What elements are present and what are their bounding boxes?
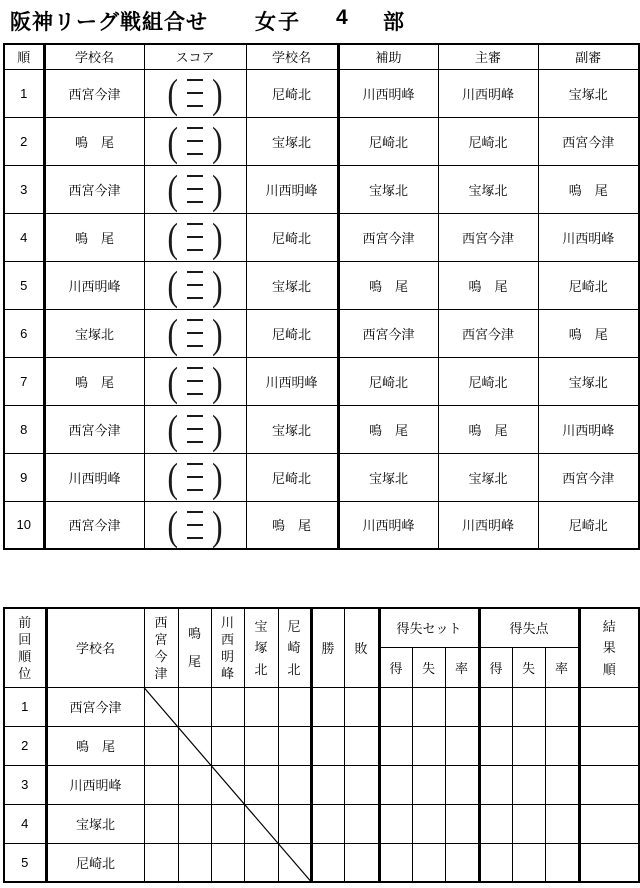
match-number-cell: 1: [4, 69, 44, 117]
sets-ratio-cell: [445, 726, 479, 765]
matchup-result-cell: [244, 804, 278, 843]
sub-referee-cell: 西宮今津: [538, 453, 639, 501]
losses-cell: [344, 687, 379, 726]
group-header-points: 得失点: [479, 608, 579, 647]
assistant-cell: 鳴 尾: [338, 405, 438, 453]
score-cell: [144, 213, 246, 261]
match-row: [4, 69, 639, 117]
sub-header-points-won: 得: [479, 647, 512, 687]
matchup-result-cell: [278, 687, 311, 726]
sub-referee-cell: 尼崎北: [538, 261, 639, 309]
school-name-cell: 宝塚北: [46, 804, 144, 843]
points-ratio-cell: [545, 726, 579, 765]
sub-referee-cell: 尼崎北: [538, 501, 639, 549]
sets-ratio-cell: [445, 765, 479, 804]
final-rank-cell: [579, 843, 639, 882]
away-school-cell: 尼崎北: [246, 309, 338, 357]
score-dash: [187, 223, 203, 225]
score-dash: [187, 428, 203, 430]
home-school-cell: 川西明峰: [44, 453, 144, 501]
col-header-final-rank: [579, 608, 639, 687]
match-number-cell: 2: [4, 117, 44, 165]
col-header-prev-rank: [4, 608, 46, 687]
opponent-vertical-label: 鳴 尾: [187, 626, 201, 670]
opponent-vertical-label: 宝 塚 北: [254, 619, 268, 677]
score-dash: [187, 127, 203, 129]
wins-cell: [311, 726, 344, 765]
school-name-cell: 鳴 尾: [46, 726, 144, 765]
points-lost-cell: [512, 804, 545, 843]
matchup-result-cell: [211, 726, 244, 765]
prev-rank-cell: 4: [4, 804, 46, 843]
assistant-cell: 鳴 尾: [338, 261, 438, 309]
home-school-cell: 西宮今津: [44, 69, 144, 117]
sub-header-sets-ratio: 率: [445, 647, 479, 687]
score-cell: [144, 501, 246, 549]
opponent-vertical-label: 尼 崎 北: [287, 619, 301, 677]
col-header-sub-referee: 副審: [538, 44, 639, 69]
score-cell: [144, 165, 246, 213]
sets-won-cell: [379, 843, 412, 882]
matchup-result-cell: [244, 765, 278, 804]
losses-cell: [344, 804, 379, 843]
points-ratio-cell: [545, 687, 579, 726]
points-won-cell: [479, 843, 512, 882]
score-dash: [187, 367, 203, 369]
col-header-opponent-naruo: [178, 608, 211, 687]
wins-cell: [311, 804, 344, 843]
score-bracket: [145, 501, 246, 549]
matchup-result-cell: [144, 687, 178, 726]
matchup-result-cell: [278, 726, 311, 765]
score-dash-lines: [187, 223, 203, 251]
assistant-cell: 尼崎北: [338, 357, 438, 405]
gender-label: 女子: [255, 11, 301, 34]
score-dash: [187, 415, 203, 417]
standings-header-row: [4, 608, 639, 647]
chief-referee-cell: 尼崎北: [438, 117, 538, 165]
col-header-score: スコア: [144, 44, 246, 69]
chief-referee-cell: 宝塚北: [438, 165, 538, 213]
matchup-result-cell: [244, 726, 278, 765]
col-header-school-name: 学校名: [46, 608, 144, 687]
wins-cell: [311, 843, 344, 882]
sub-referee-cell: 川西明峰: [538, 405, 639, 453]
col-header-match-no: 順: [4, 44, 44, 69]
score-dash: [187, 537, 203, 539]
score-bracket: [145, 357, 246, 405]
sets-lost-cell: [412, 804, 445, 843]
wins-cell: [311, 687, 344, 726]
standings-row: [4, 843, 639, 882]
match-number-cell: 4: [4, 213, 44, 261]
standings-row: [4, 726, 639, 765]
score-dash: [187, 140, 203, 142]
away-school-cell: 鳴 尾: [246, 501, 338, 549]
score-dash: [187, 319, 203, 321]
match-row: [4, 405, 639, 453]
chief-referee-cell: 川西明峰: [438, 501, 538, 549]
match-number-cell: 10: [4, 501, 44, 549]
score-close-bracket: ): [212, 165, 223, 213]
matchup-result-cell: [178, 804, 211, 843]
group-header-sets: 得失セット: [379, 608, 479, 647]
match-row: [4, 309, 639, 357]
matchup-result-cell: [278, 765, 311, 804]
col-header-home-school: 学校名: [44, 44, 144, 69]
school-name-cell: 西宮今津: [46, 687, 144, 726]
score-dash-lines: [187, 319, 203, 347]
score-bracket: [145, 405, 246, 453]
score-dash-lines: [187, 367, 203, 395]
home-school-cell: 宝塚北: [44, 309, 144, 357]
points-lost-cell: [512, 843, 545, 882]
away-school-cell: 尼崎北: [246, 69, 338, 117]
away-school-cell: 尼崎北: [246, 453, 338, 501]
matchup-result-cell: [211, 804, 244, 843]
score-dash: [187, 249, 203, 251]
col-header-opponent-amagasaki-kita: [278, 608, 311, 687]
col-header-chief-referee: 主審: [438, 44, 538, 69]
sets-won-cell: [379, 726, 412, 765]
score-dash: [187, 524, 203, 526]
score-dash: [187, 271, 203, 273]
score-dash-lines: [187, 463, 203, 491]
score-dash-lines: [187, 511, 203, 539]
score-dash: [187, 511, 203, 513]
schedule-table: [3, 43, 640, 550]
score-cell: [144, 69, 246, 117]
score-cell: [144, 309, 246, 357]
score-dash: [187, 380, 203, 382]
sub-referee-cell: 鳴 尾: [538, 309, 639, 357]
col-header-opponent-kawanishi-meiho: [211, 608, 244, 687]
match-number-cell: 6: [4, 309, 44, 357]
points-won-cell: [479, 726, 512, 765]
assistant-cell: 宝塚北: [338, 165, 438, 213]
score-dash: [187, 332, 203, 334]
points-won-cell: [479, 687, 512, 726]
score-open-bracket: (: [167, 405, 178, 453]
final-rank-cell: [579, 765, 639, 804]
score-cell: [144, 357, 246, 405]
losses-cell: [344, 843, 379, 882]
score-dash: [187, 175, 203, 177]
tournament-title: 阪神リーグ戦組合せ: [10, 11, 208, 34]
points-won-cell: [479, 804, 512, 843]
home-school-cell: 川西明峰: [44, 261, 144, 309]
prev-rank-cell: 1: [4, 687, 46, 726]
score-dash-lines: [187, 127, 203, 155]
away-school-cell: 尼崎北: [246, 213, 338, 261]
school-name-cell: 尼崎北: [46, 843, 144, 882]
sub-header-points-ratio: 率: [545, 647, 579, 687]
losses-cell: [344, 765, 379, 804]
match-row: [4, 213, 639, 261]
col-header-opponent-takarazuka-kita: [244, 608, 278, 687]
home-school-cell: 鳴 尾: [44, 357, 144, 405]
school-name-cell: 川西明峰: [46, 765, 144, 804]
match-row: [4, 261, 639, 309]
points-lost-cell: [512, 765, 545, 804]
score-open-bracket: (: [167, 453, 178, 501]
matchup-result-cell: [178, 687, 211, 726]
prev-rank-vertical-label: 前 回 順 位: [18, 614, 32, 681]
sub-header-sets-won: 得: [379, 647, 412, 687]
standings-row: [4, 804, 639, 843]
final-rank-vertical-label: 結 果 順: [602, 619, 616, 677]
score-close-bracket: ): [212, 213, 223, 261]
assistant-cell: 西宮今津: [338, 213, 438, 261]
sub-referee-cell: 宝塚北: [538, 69, 639, 117]
sets-lost-cell: [412, 687, 445, 726]
assistant-cell: 西宮今津: [338, 309, 438, 357]
assistant-cell: 尼崎北: [338, 117, 438, 165]
match-number-cell: 8: [4, 405, 44, 453]
assistant-cell: 川西明峰: [338, 69, 438, 117]
matchup-result-cell: [144, 726, 178, 765]
col-header-wins: 勝: [311, 608, 344, 687]
sub-referee-cell: 鳴 尾: [538, 165, 639, 213]
final-rank-cell: [579, 687, 639, 726]
score-open-bracket: (: [167, 117, 178, 165]
home-school-cell: 西宮今津: [44, 501, 144, 549]
score-dash: [187, 201, 203, 203]
sub-referee-cell: 宝塚北: [538, 357, 639, 405]
score-open-bracket: (: [167, 357, 178, 405]
sub-header-sets-lost: 失: [412, 647, 445, 687]
home-school-cell: 鳴 尾: [44, 213, 144, 261]
chief-referee-cell: 尼崎北: [438, 357, 538, 405]
score-bracket: [145, 69, 246, 117]
prev-rank-cell: 3: [4, 765, 46, 804]
score-close-bracket: ): [212, 357, 223, 405]
final-rank-cell: [579, 726, 639, 765]
losses-cell: [344, 726, 379, 765]
score-open-bracket: (: [167, 261, 178, 309]
score-open-bracket: (: [167, 165, 178, 213]
sub-referee-cell: 川西明峰: [538, 213, 639, 261]
away-school-cell: 川西明峰: [246, 165, 338, 213]
prev-rank-cell: 2: [4, 726, 46, 765]
sets-lost-cell: [412, 726, 445, 765]
matchup-result-cell: [144, 765, 178, 804]
score-dash: [187, 105, 203, 107]
sub-referee-cell: 西宮今津: [538, 117, 639, 165]
match-row: [4, 357, 639, 405]
score-close-bracket: ): [212, 405, 223, 453]
matchup-result-cell: [144, 843, 178, 882]
match-row: [4, 165, 639, 213]
sets-won-cell: [379, 765, 412, 804]
score-dash-lines: [187, 79, 203, 107]
standings-row: [4, 687, 639, 726]
matchup-result-cell: [244, 687, 278, 726]
standings-table: [3, 607, 640, 883]
col-header-assistant: 補助: [338, 44, 438, 69]
chief-referee-cell: 鳴 尾: [438, 261, 538, 309]
matchup-result-cell: [211, 687, 244, 726]
score-bracket: [145, 213, 246, 261]
score-open-bracket: (: [167, 309, 178, 357]
match-number-cell: 3: [4, 165, 44, 213]
score-dash: [187, 463, 203, 465]
home-school-cell: 西宮今津: [44, 405, 144, 453]
col-header-losses: 敗: [344, 608, 379, 687]
sets-lost-cell: [412, 843, 445, 882]
opponent-vertical-label: 西 宮 今 津: [154, 614, 168, 681]
score-bracket: [145, 165, 246, 213]
score-dash-lines: [187, 271, 203, 299]
assistant-cell: 宝塚北: [338, 453, 438, 501]
score-bracket: [145, 453, 246, 501]
score-open-bracket: (: [167, 69, 178, 117]
prev-rank-cell: 5: [4, 843, 46, 882]
score-dash: [187, 79, 203, 81]
home-school-cell: 西宮今津: [44, 165, 144, 213]
match-row: [4, 501, 639, 549]
division-number: 4: [336, 6, 348, 29]
score-close-bracket: ): [212, 309, 223, 357]
away-school-cell: 宝塚北: [246, 261, 338, 309]
score-dash: [187, 236, 203, 238]
points-ratio-cell: [545, 843, 579, 882]
score-dash: [187, 188, 203, 190]
matchup-result-cell: [144, 804, 178, 843]
matchup-result-cell: [244, 843, 278, 882]
score-dash-lines: [187, 415, 203, 443]
score-cell: [144, 261, 246, 309]
away-school-cell: 宝塚北: [246, 117, 338, 165]
score-dash: [187, 441, 203, 443]
score-bracket: [145, 117, 246, 165]
score-dash: [187, 92, 203, 94]
score-open-bracket: (: [167, 501, 178, 549]
sets-won-cell: [379, 804, 412, 843]
col-header-away-school: 学校名: [246, 44, 338, 69]
points-lost-cell: [512, 726, 545, 765]
sets-ratio-cell: [445, 804, 479, 843]
score-dash: [187, 393, 203, 395]
chief-referee-cell: 宝塚北: [438, 453, 538, 501]
sets-ratio-cell: [445, 843, 479, 882]
points-lost-cell: [512, 687, 545, 726]
score-cell: [144, 405, 246, 453]
score-open-bracket: (: [167, 213, 178, 261]
sets-won-cell: [379, 687, 412, 726]
home-school-cell: 鳴 尾: [44, 117, 144, 165]
matchup-result-cell: [178, 765, 211, 804]
schedule-header-row: [4, 44, 639, 69]
score-bracket: [145, 261, 246, 309]
opponent-vertical-label: 川 西 明 峰: [220, 614, 234, 681]
matchup-result-cell: [178, 726, 211, 765]
page-title: [0, 0, 640, 40]
match-row: [4, 453, 639, 501]
score-dash-lines: [187, 175, 203, 203]
score-dash: [187, 476, 203, 478]
sub-header-points-lost: 失: [512, 647, 545, 687]
score-dash: [187, 345, 203, 347]
points-ratio-cell: [545, 765, 579, 804]
division-unit: 部: [383, 11, 404, 34]
sets-lost-cell: [412, 765, 445, 804]
away-school-cell: 宝塚北: [246, 405, 338, 453]
score-dash: [187, 284, 203, 286]
score-dash: [187, 489, 203, 491]
score-bracket: [145, 309, 246, 357]
wins-cell: [311, 765, 344, 804]
score-close-bracket: ): [212, 453, 223, 501]
points-won-cell: [479, 765, 512, 804]
match-number-cell: 5: [4, 261, 44, 309]
score-cell: [144, 117, 246, 165]
chief-referee-cell: 西宮今津: [438, 309, 538, 357]
match-number-cell: 9: [4, 453, 44, 501]
chief-referee-cell: 鳴 尾: [438, 405, 538, 453]
score-close-bracket: ): [212, 501, 223, 549]
chief-referee-cell: 西宮今津: [438, 213, 538, 261]
points-ratio-cell: [545, 804, 579, 843]
standings-row: [4, 765, 639, 804]
sets-ratio-cell: [445, 687, 479, 726]
score-close-bracket: ): [212, 69, 223, 117]
score-close-bracket: ): [212, 261, 223, 309]
matchup-result-cell: [211, 843, 244, 882]
match-row: [4, 117, 639, 165]
final-rank-cell: [579, 804, 639, 843]
chief-referee-cell: 川西明峰: [438, 69, 538, 117]
matchup-result-cell: [178, 843, 211, 882]
matchup-result-cell: [278, 804, 311, 843]
matchup-result-cell: [278, 843, 311, 882]
score-cell: [144, 453, 246, 501]
away-school-cell: 川西明峰: [246, 357, 338, 405]
matchup-result-cell: [211, 765, 244, 804]
score-close-bracket: ): [212, 117, 223, 165]
col-header-opponent-nishinomiya-imazu: [144, 608, 178, 687]
match-number-cell: 7: [4, 357, 44, 405]
score-dash: [187, 153, 203, 155]
assistant-cell: 川西明峰: [338, 501, 438, 549]
score-dash: [187, 297, 203, 299]
